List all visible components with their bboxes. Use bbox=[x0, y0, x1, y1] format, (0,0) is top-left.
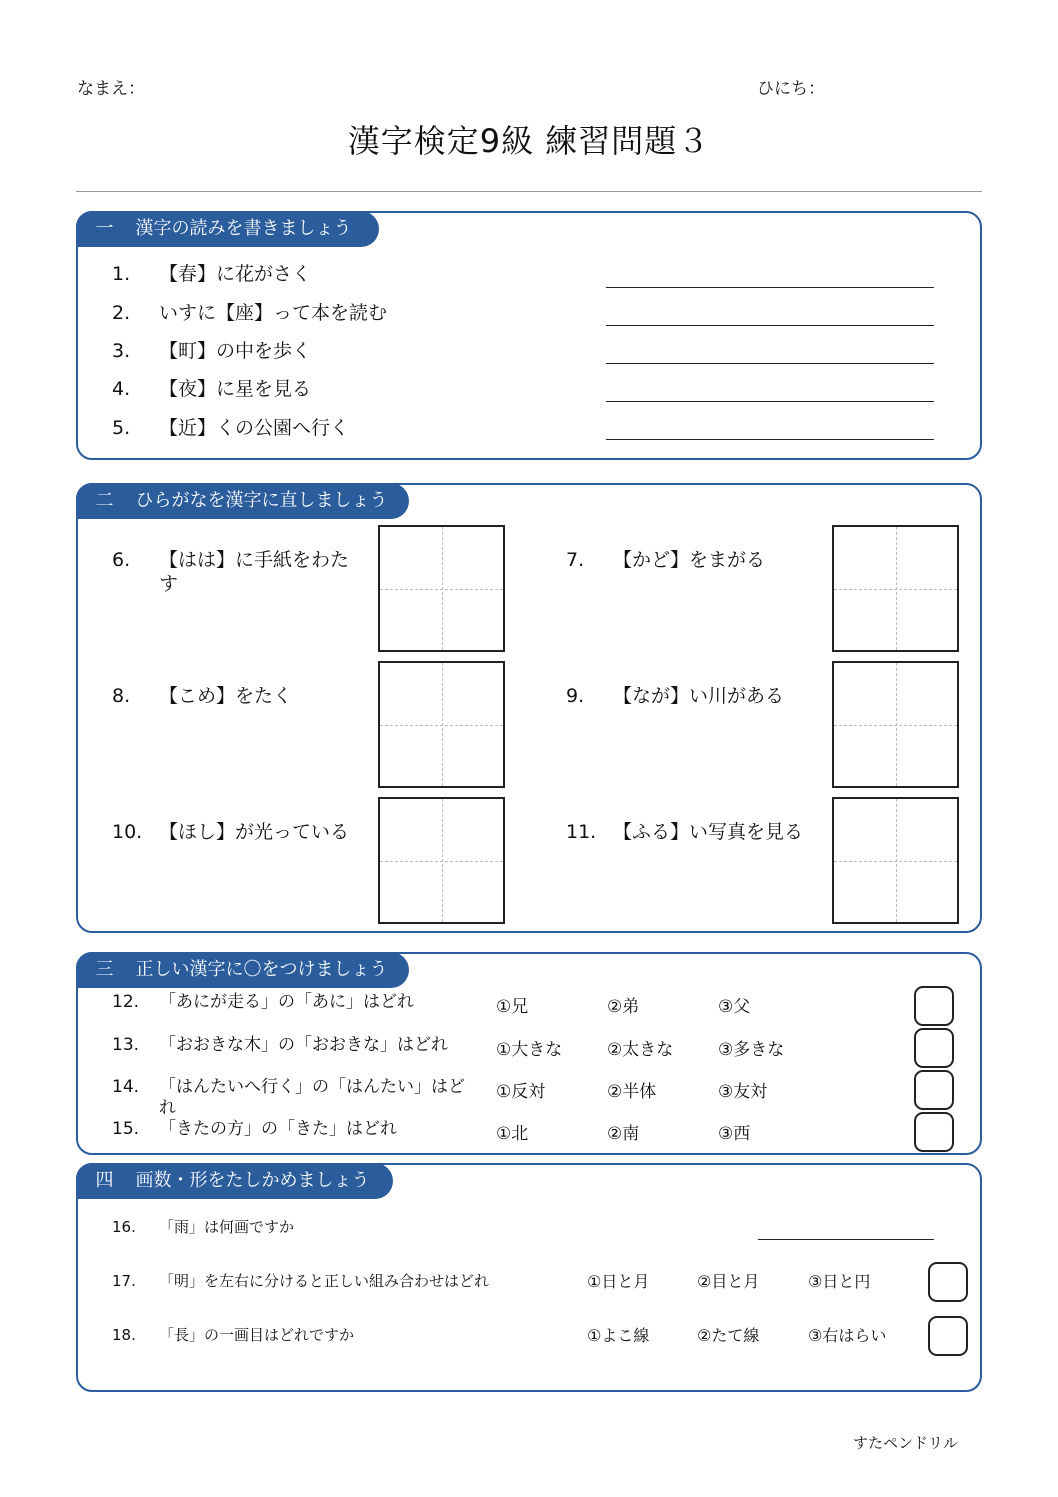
answer-box-13[interactable] bbox=[914, 1028, 954, 1068]
question-14: 14. 「はんたいへ行く」の「はんたい」はどれ bbox=[112, 1077, 465, 1118]
option-12-1[interactable]: ①兄 bbox=[496, 997, 529, 1017]
question-11: 11. 【ふる】い写真を見る bbox=[566, 821, 804, 843]
answer-box-8[interactable] bbox=[378, 661, 505, 788]
section-1-heading bbox=[76, 211, 379, 247]
question-13: 13. 「おおきな木」の「おおきな」はどれ bbox=[112, 1035, 448, 1055]
answer-box-14[interactable] bbox=[914, 1070, 954, 1110]
answer-box-18[interactable] bbox=[928, 1316, 968, 1356]
question-1: 1. 【春】に花がさく bbox=[112, 263, 312, 285]
section-4-title: 画数・形をたしかめましょう bbox=[135, 1169, 370, 1191]
question-12: 12. 「あにが走る」の「あに」はどれ bbox=[112, 992, 414, 1012]
answer-box-7[interactable] bbox=[832, 525, 959, 652]
section-2-number: 二 bbox=[95, 489, 114, 511]
answer-line-5[interactable] bbox=[606, 439, 934, 440]
option-17-1[interactable]: ①日と月 bbox=[587, 1272, 650, 1291]
section-2-title: ひらがなを漢字に直しましょう bbox=[135, 489, 388, 511]
answer-line-16[interactable] bbox=[758, 1239, 934, 1240]
option-12-3[interactable]: ③父 bbox=[718, 997, 751, 1017]
answer-line-2[interactable] bbox=[606, 325, 934, 326]
answer-box-12[interactable] bbox=[914, 986, 954, 1026]
question-8: 8. 【こめ】をたく bbox=[112, 685, 293, 707]
option-15-1[interactable]: ①北 bbox=[496, 1124, 529, 1144]
section-3-title: 正しい漢字に〇をつけましょう bbox=[135, 958, 388, 980]
option-15-2[interactable]: ②南 bbox=[607, 1124, 640, 1144]
section-3-number: 三 bbox=[95, 958, 114, 980]
option-14-2[interactable]: ②半体 bbox=[607, 1082, 657, 1102]
section-2-heading bbox=[76, 483, 409, 519]
question-10: 10. 【ほし】が光っている bbox=[112, 821, 350, 843]
answer-box-15[interactable] bbox=[914, 1112, 954, 1152]
question-9: 9. 【なが】い川がある bbox=[566, 685, 785, 707]
date-label: ひにち： bbox=[757, 79, 825, 99]
answer-box-11[interactable] bbox=[832, 797, 959, 924]
answer-box-6[interactable] bbox=[378, 525, 505, 652]
answer-box-9[interactable] bbox=[832, 661, 959, 788]
divider bbox=[76, 191, 982, 192]
option-13-1[interactable]: ①大きな bbox=[496, 1040, 563, 1060]
answer-box-10[interactable] bbox=[378, 797, 505, 924]
section-3-heading bbox=[76, 952, 409, 988]
section-1-number: 一 bbox=[95, 217, 114, 239]
answer-line-3[interactable] bbox=[606, 363, 934, 364]
option-18-2[interactable]: ②たて線 bbox=[697, 1326, 760, 1345]
question-17: 17. 「明」を左右に分けると正しい組み合わせはどれ bbox=[112, 1272, 490, 1290]
question-5: 5. 【近】くの公園へ行く bbox=[112, 417, 350, 439]
option-12-2[interactable]: ②弟 bbox=[607, 997, 640, 1017]
name-label: なまえ： bbox=[77, 79, 145, 99]
section-1-reading bbox=[76, 211, 982, 460]
answer-box-17[interactable] bbox=[928, 1262, 968, 1302]
option-18-3[interactable]: ③右はらい bbox=[808, 1326, 887, 1345]
section-4-strokes bbox=[76, 1163, 982, 1392]
question-16: 16. 「雨」は何画ですか bbox=[112, 1218, 295, 1236]
answer-line-1[interactable] bbox=[606, 287, 934, 288]
question-6: 6. 【はは】に手紙をわたす bbox=[112, 549, 350, 595]
option-18-1[interactable]: ①よこ線 bbox=[587, 1326, 650, 1345]
option-15-3[interactable]: ③西 bbox=[718, 1124, 751, 1144]
page-title: 漢字検定9級 練習問題３ bbox=[347, 122, 711, 160]
question-2: 2. いすに【座】って本を読む bbox=[112, 302, 388, 324]
answer-line-4[interactable] bbox=[606, 401, 934, 402]
section-3-choice bbox=[76, 952, 982, 1155]
section-4-number: 四 bbox=[95, 1169, 114, 1191]
section-4-heading bbox=[76, 1163, 393, 1199]
footer-brand: すたペンドリル bbox=[852, 1434, 958, 1452]
question-15: 15. 「きたの方」の「きた」はどれ bbox=[112, 1119, 397, 1139]
question-4: 4. 【夜】に星を見る bbox=[112, 378, 312, 400]
section-2-writing bbox=[76, 483, 982, 933]
question-3: 3. 【町】の中を歩く bbox=[112, 340, 312, 362]
option-13-2[interactable]: ②太きな bbox=[607, 1040, 674, 1060]
section-1-title: 漢字の読みを書きましょう bbox=[135, 217, 352, 239]
question-18: 18. 「長」の一画目はどれですか bbox=[112, 1326, 355, 1344]
option-17-2[interactable]: ②目と月 bbox=[697, 1272, 760, 1291]
option-14-1[interactable]: ①反対 bbox=[496, 1082, 546, 1102]
question-7: 7. 【かど】をまがる bbox=[566, 549, 766, 571]
option-17-3[interactable]: ③日と円 bbox=[808, 1272, 871, 1291]
option-14-3[interactable]: ③友対 bbox=[718, 1082, 768, 1102]
option-13-3[interactable]: ③多きな bbox=[718, 1040, 785, 1060]
